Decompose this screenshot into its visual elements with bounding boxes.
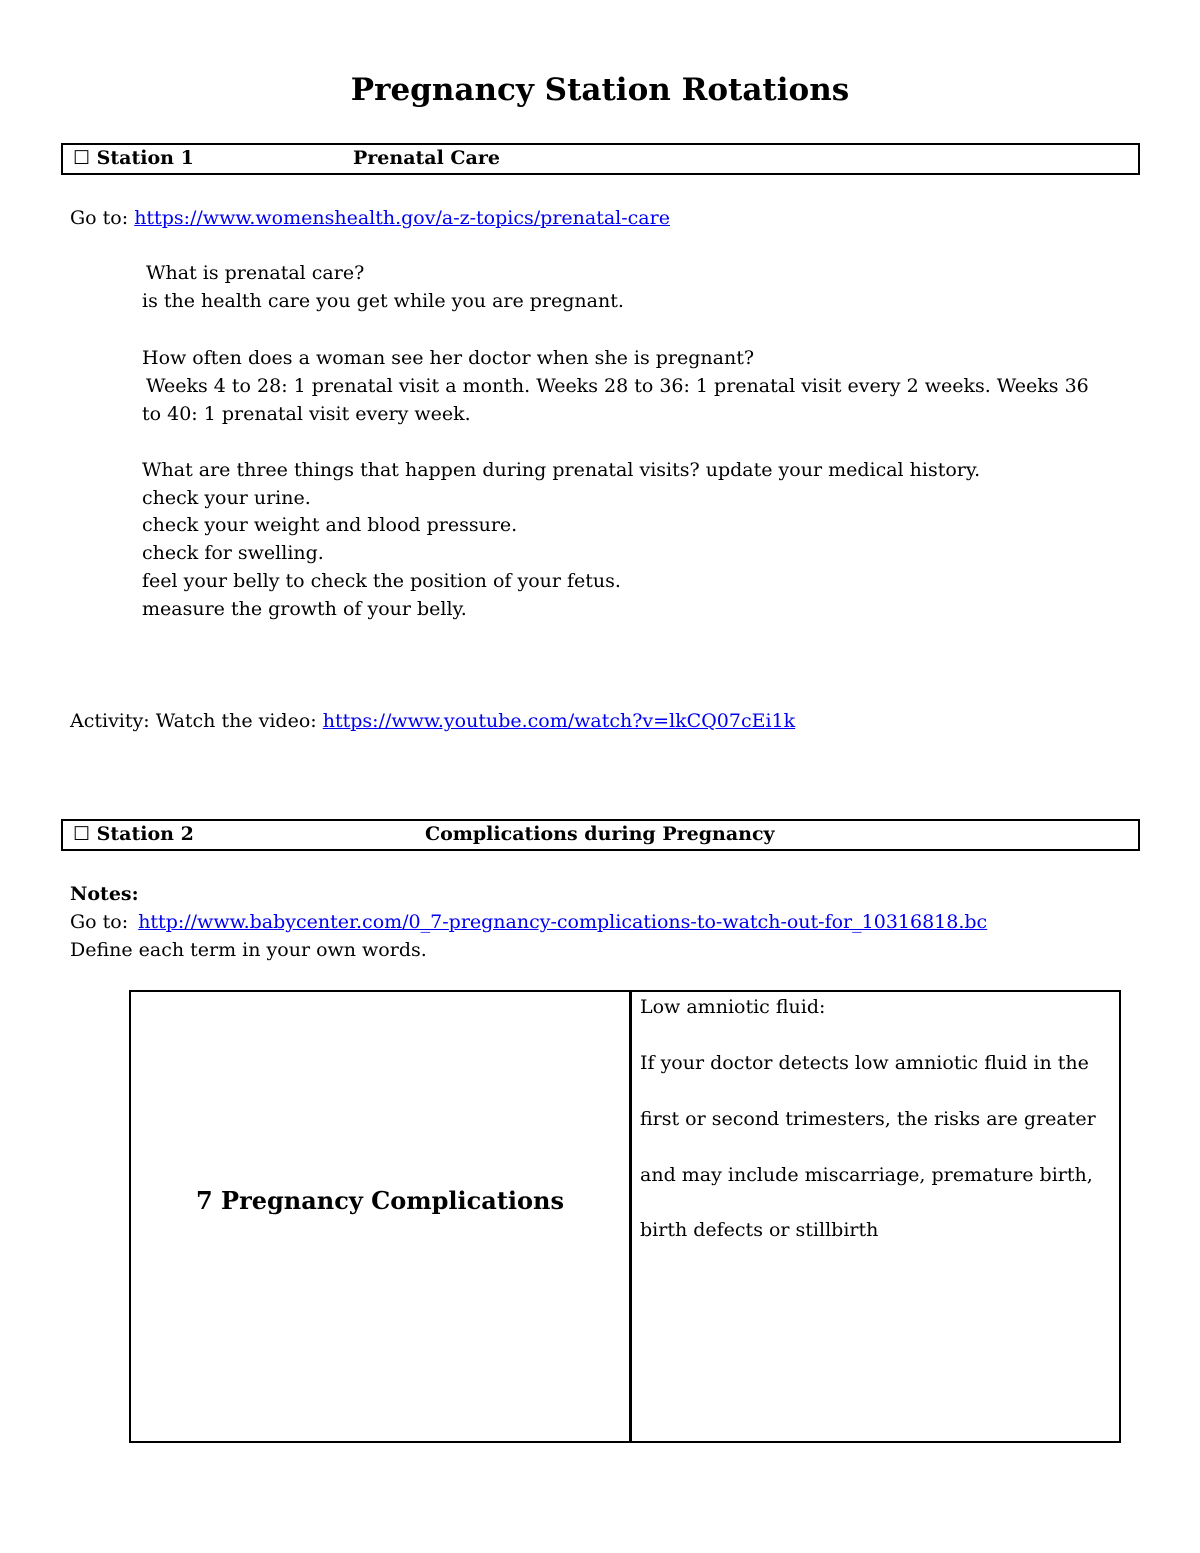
babycenter-link[interactable]: http://www.babycenter.com/0_7-pregnancy-complications-to-watch-out-for_10316818.bc	[138, 911, 988, 933]
instruction: Define each term in your own words.	[70, 939, 427, 961]
page-title: Pregnancy Station Rotations	[350, 72, 850, 108]
youtube-video-link[interactable]: https://www.youtube.com/watch?v=lkCQ07cEi1k	[322, 710, 796, 732]
answer-3-item: check your urine.	[142, 487, 311, 509]
station-1-activity	[70, 707, 795, 735]
station-2-label	[73, 823, 194, 845]
table-divider	[629, 990, 632, 1442]
question-2: How often does a woman see her doctor when she is pregnant?	[142, 347, 755, 369]
table-right-line: birth defects or stillbirth	[640, 1219, 879, 1241]
goto-label: Go to:	[70, 207, 129, 229]
station-1-header	[61, 143, 1140, 175]
notes-label: Notes:	[70, 883, 139, 905]
answer-3-item: measure the growth of your belly.	[142, 598, 467, 620]
answer-3-item: check your weight and blood pressure.	[142, 514, 518, 536]
answer-2-line-1: Weeks 4 to 28: 1 prenatal visit a month. Weeks 28 to 36: 1 prenatal visit every 2 weeks. Weeks 36	[146, 375, 1089, 397]
station-1-topic: Prenatal Care	[353, 147, 500, 169]
station-1-goto	[70, 204, 670, 232]
goto-label: Go to:	[70, 911, 129, 933]
checkbox-icon[interactable]: ☐	[73, 147, 91, 169]
table-right-heading: Low amniotic fluid:	[640, 996, 826, 1018]
answer-1: is the health care you get while you are pregnant.	[142, 290, 624, 312]
table-right-line: If your doctor detects low amniotic fluid in the	[640, 1052, 1089, 1074]
station-1-title: Station 1	[96, 147, 194, 169]
station-2-goto	[70, 908, 987, 936]
activity-label: Activity: Watch the video:	[70, 710, 317, 732]
answer-2-line-2: to 40: 1 prenatal visit every week.	[142, 403, 471, 425]
table-right-line: first or second trimesters, the risks are greater	[640, 1108, 1096, 1130]
station-2-topic: Complications during Pregnancy	[425, 823, 775, 845]
question-1: What is prenatal care?	[146, 262, 365, 284]
table-left-label: 7 Pregnancy Complications	[195, 1186, 564, 1215]
answer-3-item: check for swelling.	[142, 542, 324, 564]
station-2-title: Station 2	[96, 823, 194, 845]
question-3: What are three things that happen during prenatal visits? update your medical history.	[142, 459, 981, 481]
answer-3-item: feel your belly to check the position of your fetus.	[142, 570, 621, 592]
prenatal-care-link[interactable]: https://www.womenshealth.gov/a-z-topics/prenatal-care	[134, 207, 670, 229]
station-2-header	[61, 819, 1140, 851]
station-1-label	[73, 147, 194, 169]
table-right-line: and may include miscarriage, premature birth,	[640, 1164, 1093, 1186]
checkbox-icon[interactable]: ☐	[73, 823, 91, 845]
